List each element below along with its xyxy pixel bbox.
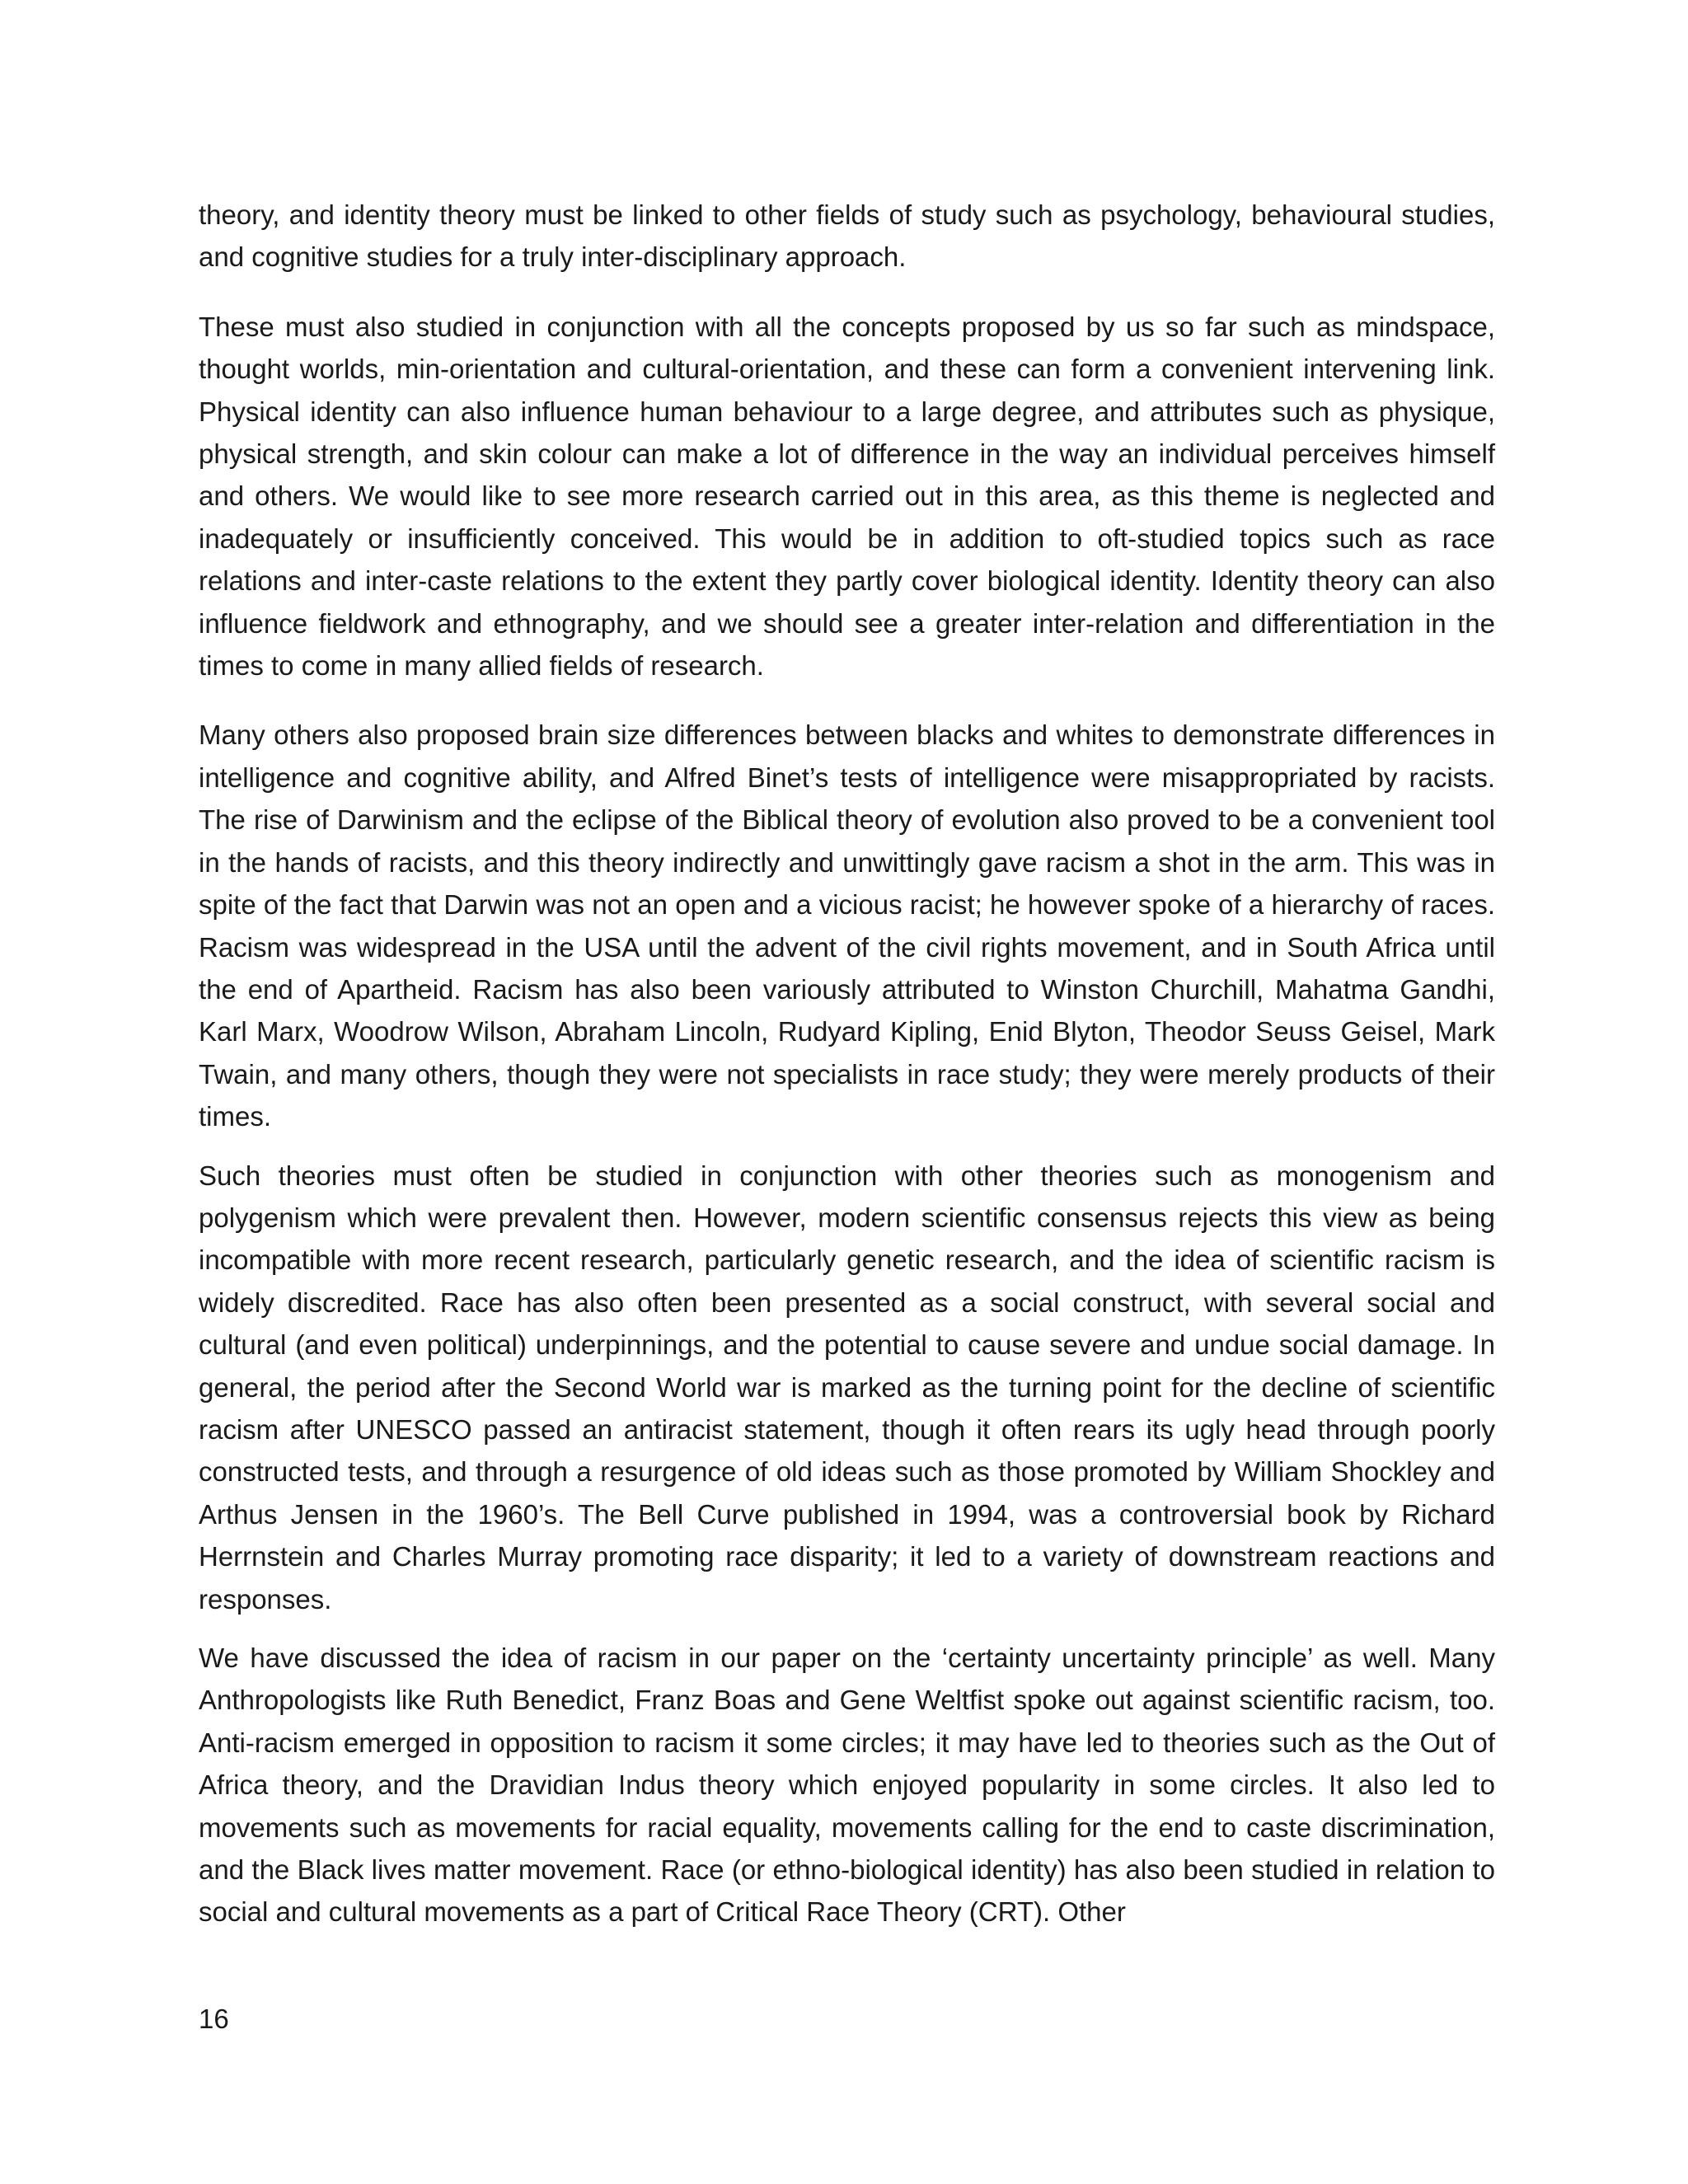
page-number: 16 bbox=[199, 2004, 229, 2034]
paragraph-1: theory, and identity theory must be linked to other fields of study such as psychology, behavioural studies, and cognitive studies for a truly inter-disciplinary approach. bbox=[199, 199, 1495, 273]
paragraph-5: We have discussed the idea of racism in our paper on the ‘certainty uncertainty principle’ as well. Many Anthropologists like Ruth Benedict, Franz Boas and Gene Weltfist spoke out against scientific racism, too. Anti-racism emerged in opposition to racism it some circles; it may have led to theories such as the Out of Africa theory, and the Dravidian Indus theory which enjoyed popularity in some circles. It also led to movements such as movements for racial equality, movements calling for the end to caste discrimination, and the Black lives matter movement. Race (or ethno-biological identity) has also been studied in relation to social and cultural movements as a part of Critical Race Theory (CRT). Other bbox=[199, 1643, 1495, 1928]
paragraph-2: These must also studied in conjunction with all the concepts proposed by us so far such as mindspace, thought worlds, min-orientation and cultural-orientation, and these can form a convenient intervening link. Physical identity can also influence human behaviour to a large degree, and attributes such as physique, physical strength, and skin colour can make a lot of difference in the way an individual perceives himself and others. We would like to see more research carried out in this area, as this theme is neglected and inadequately or insufficiently conceived. This would be in addition to oft-studied topics such as race relations and inter-caste relations to the extent they partly cover biological identity. Identity theory can also influence fieldwork and ethnography, and we should see a greater inter-relation and differentiation in the times to come in many allied fields of research. bbox=[199, 311, 1495, 682]
body-text bbox=[199, 194, 1495, 1933]
paragraph-3: Many others also proposed brain size differences between blacks and whites to demonstrate differences in intelligence and cognitive ability, and Alfred Binet’s tests of intelligence were misappropriated by racists. The rise of Darwinism and the eclipse of the Biblical theory of evolution also proved to be a convenient tool in the hands of racists, and this theory indirectly and unwittingly gave racism a shot in the arm. This was in spite of the fact that Darwin was not an open and a vicious racist; he however spoke of a hierarchy of races. Racism was widespread in the USA until the advent of the civil rights movement, and in South Africa until the end of Apartheid. Racism has also been variously attributed to Winston Churchill, Mahatma Gandhi, Karl Marx, Woodrow Wilson, Abraham Lincoln, Rudyard Kipling, Enid Blyton, Theodor Seuss Geisel, Mark Twain, and many others, though they were not specialists in race study; they were merely products of their times. bbox=[199, 719, 1495, 1132]
paragraph-4: Such theories must often be studied in conjunction with other theories such as monogenism and polygenism which were prevalent then. However, modern scientific consensus rejects this view as being incompatible with more recent research, particularly genetic research, and the idea of scientific racism is widely discredited. Race has also often been presented as a social construct, with several social and cultural (and even political) underpinnings, and the potential to cause severe and undue social damage. In general, the period after the Second World war is marked as the turning point for the decline of scientific racism after UNESCO passed an antiracist statement, though it often rears its ugly head through poorly constructed tests, and through a resurgence of old ideas such as those promoted by William Shockley and Arthus Jensen in the 1960’s. The Bell Curve published in 1994, was a controversial book by Richard Herrnstein and Charles Murray promoting race disparity; it led to a variety of downstream reactions and responses. bbox=[199, 1160, 1495, 1615]
